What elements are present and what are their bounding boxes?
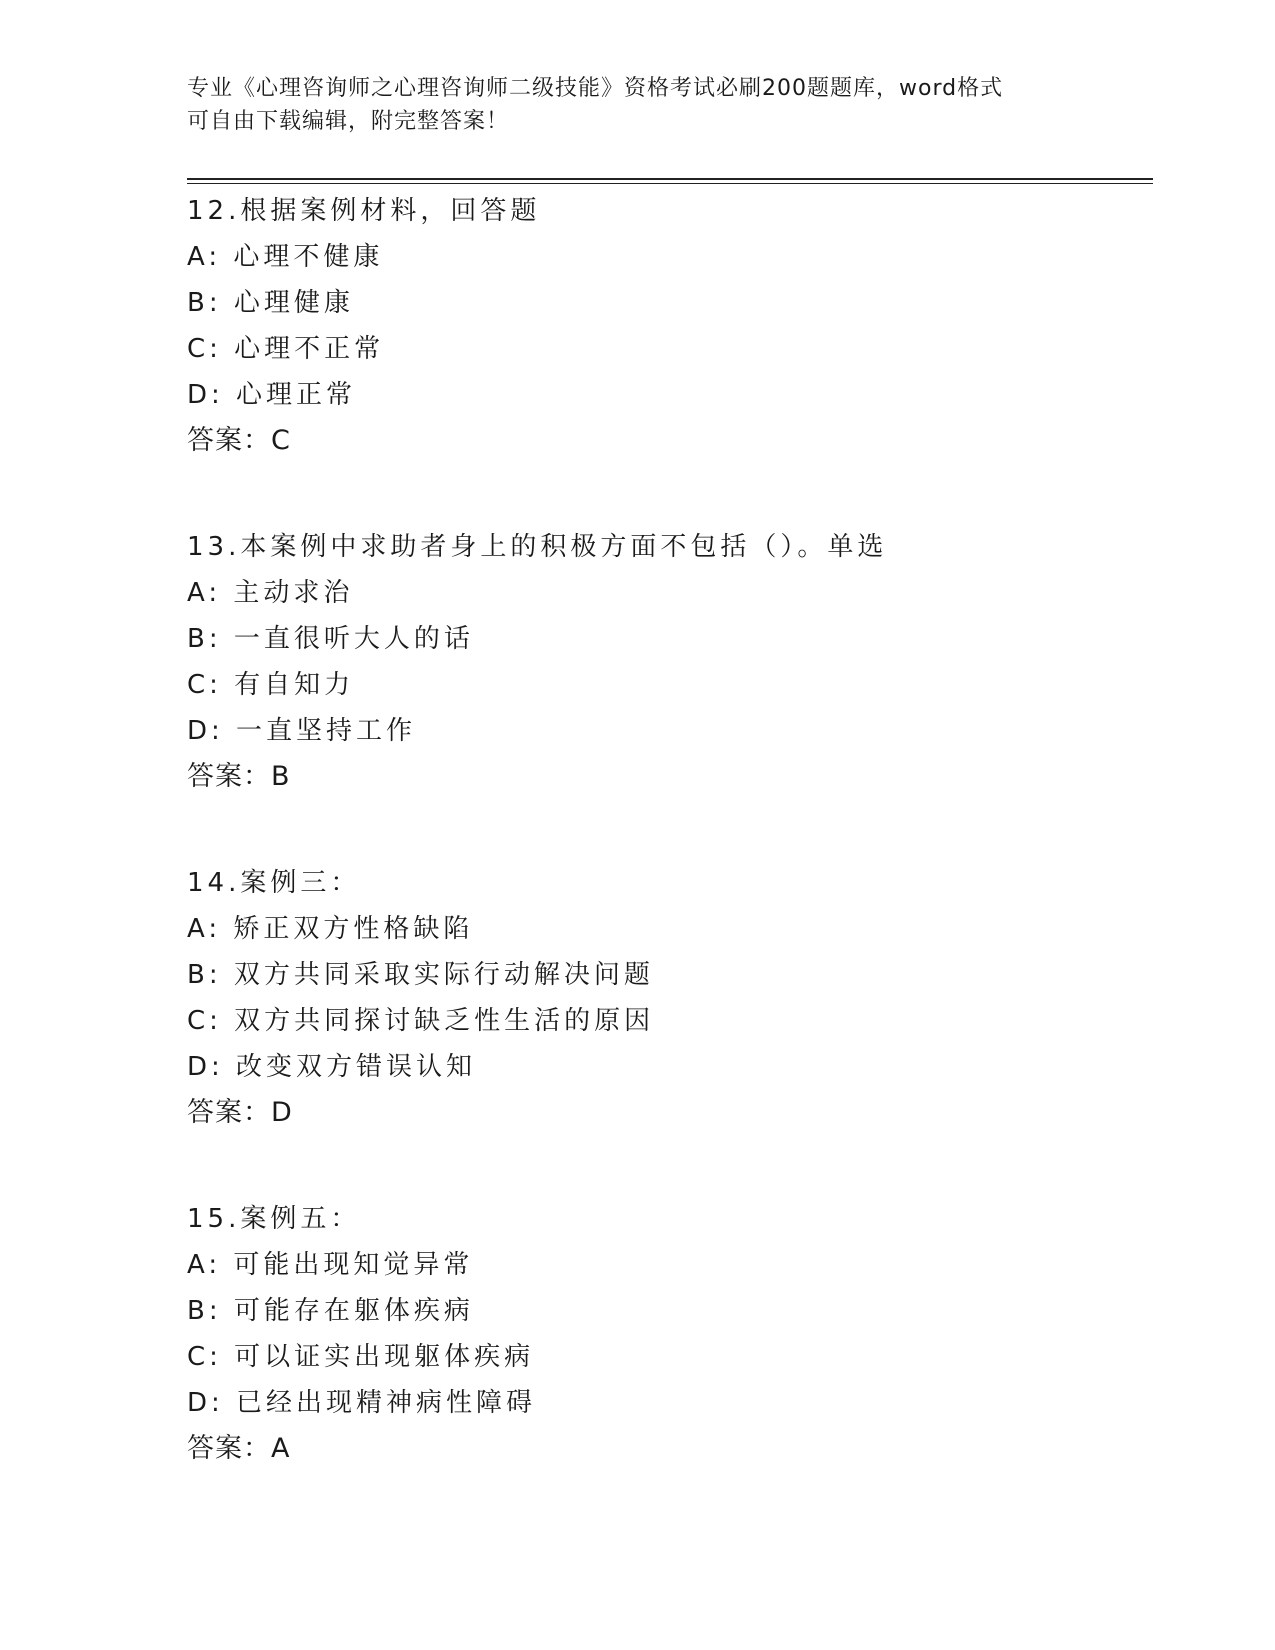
question-stem: 14.案例三： bbox=[187, 868, 361, 898]
option-a: A: 心理不健康 bbox=[187, 242, 384, 272]
option-a: A: 矫正双方性格缺陷 bbox=[187, 914, 474, 944]
header-divider-thin bbox=[187, 183, 1153, 184]
option-b: B: 双方共同采取实际行动解决问题 bbox=[187, 960, 654, 990]
header-divider-thick bbox=[187, 178, 1153, 180]
question-list bbox=[187, 188, 1153, 1532]
document-header bbox=[187, 72, 1087, 138]
question-13 bbox=[187, 524, 1153, 800]
option-a: A: 可能出现知觉异常 bbox=[187, 1250, 474, 1280]
answer-line: 答案：B bbox=[187, 761, 291, 792]
answer-line: 答案：A bbox=[187, 1433, 291, 1464]
header-line-1: 专业《心理咨询师之心理咨询师二级技能》资格考试必刷200题题库，word格式 bbox=[187, 76, 1004, 101]
option-b: B: 可能存在躯体疾病 bbox=[187, 1296, 474, 1326]
option-d: D: 心理正常 bbox=[187, 380, 357, 410]
answer-line: 答案：D bbox=[187, 1097, 293, 1128]
option-d: D: 已经出现精神病性障碍 bbox=[187, 1388, 537, 1418]
option-d: D: 改变双方错误认知 bbox=[187, 1052, 477, 1082]
question-stem: 13.本案例中求助者身上的积极方面不包括（）。单选 bbox=[187, 532, 888, 562]
option-b: B: 心理健康 bbox=[187, 288, 354, 318]
question-15 bbox=[187, 1196, 1153, 1472]
option-c: C: 心理不正常 bbox=[187, 334, 385, 364]
answer-line: 答案：C bbox=[187, 425, 291, 456]
option-c: C: 有自知力 bbox=[187, 670, 355, 700]
question-14 bbox=[187, 860, 1153, 1136]
question-stem: 15.案例五： bbox=[187, 1204, 361, 1234]
option-c: C: 可以证实出现躯体疾病 bbox=[187, 1342, 535, 1372]
header-line-2: 可自由下载编辑，附完整答案！ bbox=[187, 109, 510, 134]
question-stem: 12.根据案例材料，回答题 bbox=[187, 196, 541, 226]
question-12 bbox=[187, 188, 1153, 464]
option-d: D: 一直坚持工作 bbox=[187, 716, 417, 746]
option-a: A: 主动求治 bbox=[187, 578, 354, 608]
option-b: B: 一直很听大人的话 bbox=[187, 624, 474, 654]
option-c: C: 双方共同探讨缺乏性生活的原因 bbox=[187, 1006, 655, 1036]
